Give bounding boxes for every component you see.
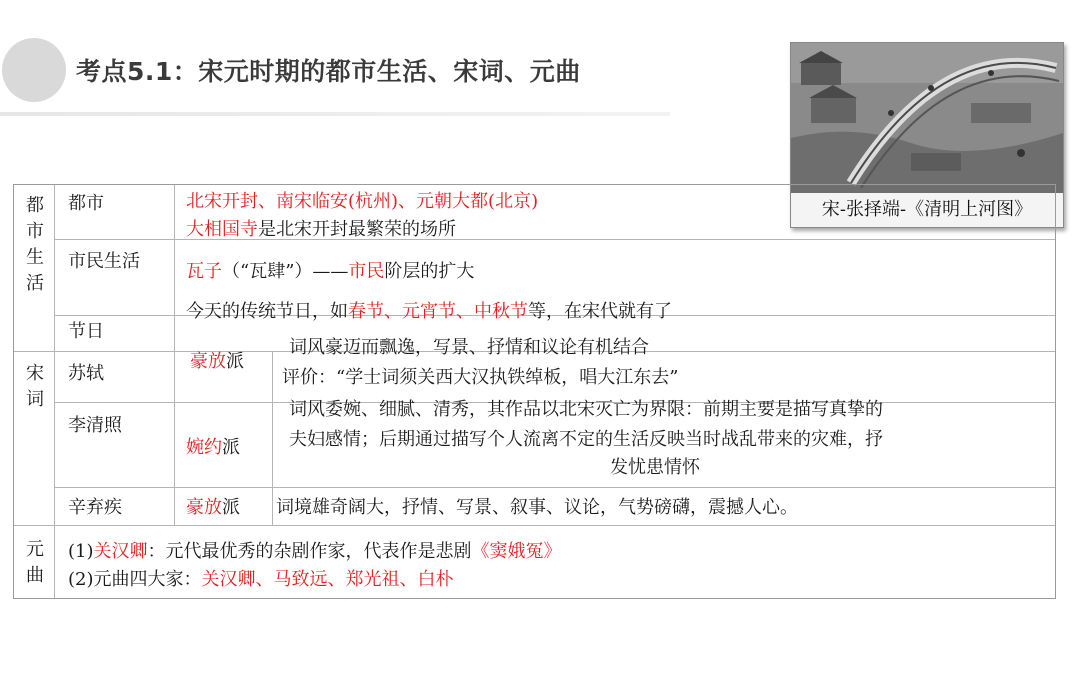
city-temple-line <box>186 217 456 243</box>
temple-desc: 是北宋开封最繁荣的场所 <box>258 219 456 240</box>
xinqiji-school-name: 豪放 <box>186 497 222 518</box>
row-label-festival: 节日 <box>68 321 104 342</box>
decorative-circle <box>2 38 66 102</box>
shimin-term: 市民 <box>348 261 385 282</box>
row-label-sushi: 苏轼 <box>68 363 104 384</box>
festival-names: 春节、元宵节、中秋节 <box>348 301 528 322</box>
class-expansion: 阶层的扩大 <box>384 261 475 282</box>
sushi-style: 词风豪迈而飘逸，写景、抒情和议论有机结合 <box>289 337 649 358</box>
guanhanqing-name: 关汉卿 <box>93 541 148 562</box>
festival-post: 等，在宋代就有了 <box>528 301 672 322</box>
yuanqu-num1: (1) <box>68 541 94 562</box>
festival-pre: 今天的传统节日，如 <box>186 301 348 322</box>
sushi-school <box>190 349 244 375</box>
liqingzhao-desc-line3: 发忧患情怀 <box>610 457 700 478</box>
liqingzhao-desc-line1: 词风委婉、细腻、清秀，其作品以北宋灭亡为界限：前期主要是描写真挚的 <box>289 399 883 420</box>
painting-illustration <box>791 43 1063 193</box>
liqingzhao-school-suffix: 派 <box>222 437 240 458</box>
sushi-school-suffix: 派 <box>226 351 244 372</box>
row-label-xinqiji: 辛弃疾 <box>68 497 122 518</box>
category-city-life: 都市生活 <box>26 195 44 294</box>
yuanqu-line2 <box>68 567 454 593</box>
city-capitals: 北宋开封、南宋临安(杭州)、元朝大都(北京) <box>186 191 539 212</box>
summary-table <box>13 184 1056 599</box>
category-yuan-qu: 元曲 <box>26 539 44 586</box>
row-label-liqingzhao: 李清照 <box>68 415 122 436</box>
xinqiji-school <box>186 495 240 521</box>
title-underline <box>0 112 670 116</box>
page-title: 考点5.1：宋元时期的都市生活、宋词、元曲 <box>76 57 581 86</box>
four-masters-names: 关汉卿、马致远、郑光祖、白朴 <box>201 569 454 590</box>
four-masters-label: (2)元曲四大家： <box>68 569 202 590</box>
xinqiji-desc: 词境雄奇阔大，抒情、写景、叙事、议论，气势磅礴，震撼人心。 <box>276 497 798 518</box>
festival-line <box>186 299 672 325</box>
yuanqu-line1 <box>68 539 562 565</box>
xinqiji-school-suffix: 派 <box>222 497 240 518</box>
temple-name: 大相国寺 <box>186 219 258 240</box>
category-song-ci: 宋词 <box>26 363 44 410</box>
row-label-citizen-life: 市民生活 <box>68 251 140 272</box>
row-label-city: 都市 <box>68 193 104 214</box>
citizen-life-line <box>186 259 474 285</box>
liqingzhao-school <box>186 435 240 461</box>
wazi-note: （“瓦肆”）—— <box>222 261 349 282</box>
painting-caption: 宋-张择端-《清明上河图》 <box>791 193 1063 227</box>
sushi-evaluation: 评价：“学士词须关西大汉执铁绰板，唱大江东去” <box>282 367 679 388</box>
guanhanqing-desc: ：元代最优秀的杂剧作家，代表作是悲剧 <box>147 541 472 562</box>
dou-e-yuan-title: 《窦娥冤》 <box>471 541 562 562</box>
sushi-school-name: 豪放 <box>190 351 226 372</box>
liqingzhao-school-name: 婉约 <box>186 437 222 458</box>
wazi-term: 瓦子 <box>186 261 222 282</box>
liqingzhao-desc-line2: 夫妇感情；后期通过描写个人流离不定的生活反映当时战乱带来的灾难，抒 <box>289 429 883 450</box>
